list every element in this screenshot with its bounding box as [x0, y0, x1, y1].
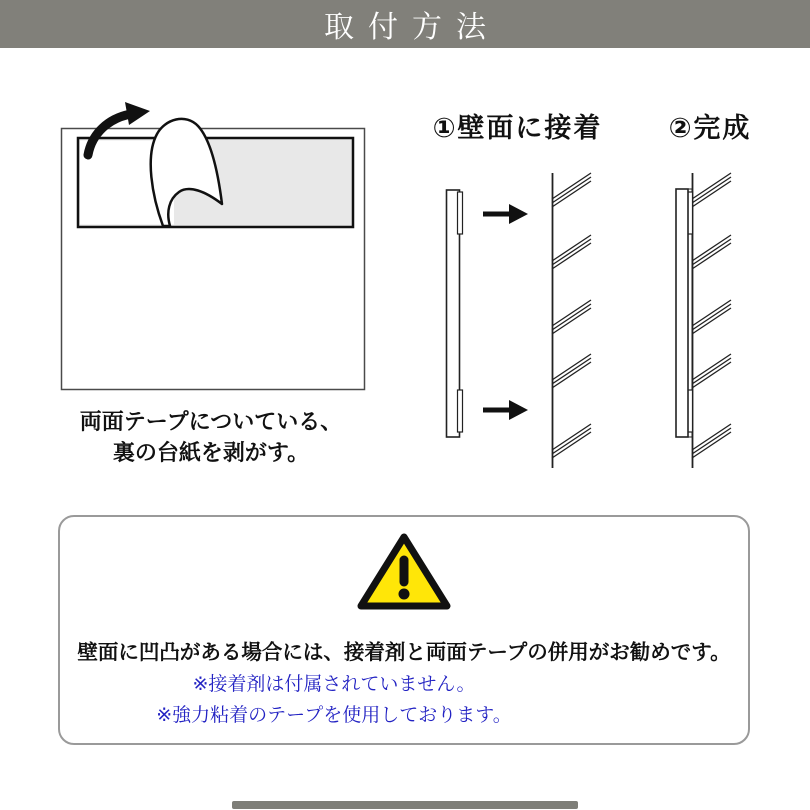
header-banner: [0, 0, 810, 48]
step2-heading: ②完成: [668, 113, 752, 143]
notice-note-line2: ※強力粘着のテープを使用しております。: [156, 705, 512, 726]
step2-diagram: [630, 160, 810, 480]
wall-hatching: [552, 173, 591, 458]
peel-diagram: [55, 100, 385, 400]
warning-icon: [356, 530, 452, 614]
page-title: 取付方法: [324, 11, 500, 44]
peel-caption: [31, 406, 391, 468]
notice-note-line1: ※接着剤は付属されていません。: [192, 674, 476, 695]
peel-caption-line1: 両面テープについている、: [79, 409, 343, 434]
notice-box: [58, 515, 750, 745]
peel-caption-line2: 裏の台紙を剥がす。: [112, 440, 310, 465]
step1-heading: ①壁面に接着: [432, 113, 603, 143]
press-arrow-icon-bottom: [483, 400, 528, 420]
home-indicator-bar: [232, 801, 578, 809]
wall-hatching: [692, 173, 731, 458]
tape-strip-bottom: [458, 390, 463, 432]
panel-side-view: [676, 189, 688, 437]
step1-diagram: [420, 160, 620, 480]
press-arrow-icon-top: [483, 204, 528, 224]
notice-warning-text: 壁面に凹凸がある場合には、接着剤と両面テープの併用がお勧めです。: [77, 641, 731, 664]
notice-notes: [60, 669, 608, 731]
tape-strip-top: [458, 192, 463, 234]
